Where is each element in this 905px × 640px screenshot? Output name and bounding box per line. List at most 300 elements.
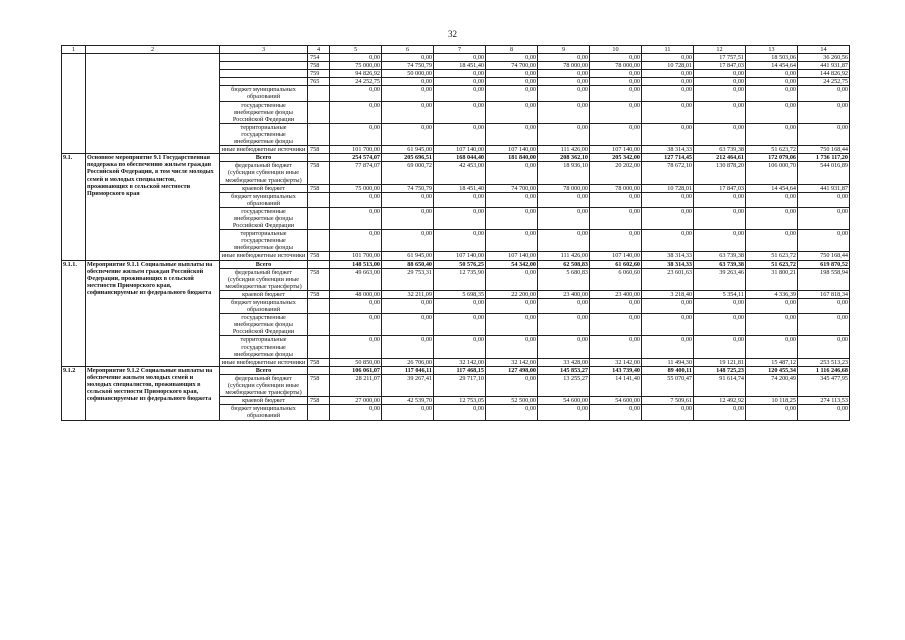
amount-cell: 0,00 xyxy=(330,405,382,420)
amount-cell: 0,00 xyxy=(746,314,798,336)
amount-cell: 12 753,05 xyxy=(434,397,486,405)
amount-cell: 24 252,75 xyxy=(330,78,382,86)
amount-cell: 0,00 xyxy=(590,86,642,101)
amount-cell: 13 255,27 xyxy=(538,374,590,396)
amount-cell: 0,00 xyxy=(382,299,434,314)
budget-code xyxy=(308,405,330,420)
column-number-header: 1 xyxy=(62,46,86,54)
measure-number: 9.1. xyxy=(62,154,86,260)
amount-cell: 32 211,09 xyxy=(382,290,434,298)
amount-cell: 107 140,00 xyxy=(590,146,642,154)
amount-cell: 0,00 xyxy=(642,78,694,86)
amount-cell: 18 451,40 xyxy=(434,62,486,70)
amount-cell: 38 314,33 xyxy=(642,260,694,268)
amount-cell: 0,00 xyxy=(434,78,486,86)
funding-source xyxy=(220,54,308,62)
amount-cell: 31 800,21 xyxy=(746,268,798,290)
amount-cell: 36 260,56 xyxy=(798,54,850,62)
amount-cell: 78 000,00 xyxy=(590,184,642,192)
amount-cell: 0,00 xyxy=(434,230,486,252)
amount-cell: 0,00 xyxy=(486,230,538,252)
amount-cell: 0,00 xyxy=(798,405,850,420)
amount-cell: 5 698,35 xyxy=(434,290,486,298)
amount-cell: 254 574,07 xyxy=(330,154,382,162)
amount-cell: 38 314,33 xyxy=(642,146,694,154)
funding-source: краевой бюджет xyxy=(220,397,308,405)
amount-cell: 19 121,81 xyxy=(694,358,746,366)
amount-cell: 107 140,00 xyxy=(434,146,486,154)
amount-cell: 32 142,00 xyxy=(486,358,538,366)
funding-source: краевой бюджет xyxy=(220,184,308,192)
amount-cell: 0,00 xyxy=(538,101,590,123)
amount-cell: 0,00 xyxy=(590,314,642,336)
funding-source: территориальные государственные внебюджетные фонды xyxy=(220,123,308,145)
amount-cell: 0,00 xyxy=(798,123,850,145)
amount-cell: 0,00 xyxy=(590,299,642,314)
column-number-header: 7 xyxy=(434,46,486,54)
amount-cell: 0,00 xyxy=(382,314,434,336)
amount-cell: 75 000,00 xyxy=(330,62,382,70)
funding-source: Всего xyxy=(220,366,308,374)
amount-cell: 0,00 xyxy=(746,123,798,145)
funding-source: иные внебюджетные источники xyxy=(220,252,308,260)
amount-cell: 0,00 xyxy=(382,54,434,62)
amount-cell: 145 853,27 xyxy=(538,366,590,374)
amount-cell: 181 840,00 xyxy=(486,154,538,162)
amount-cell: 205 696,51 xyxy=(382,154,434,162)
funding-source: краевой бюджет xyxy=(220,290,308,298)
amount-cell: 441 931,87 xyxy=(798,184,850,192)
amount-cell: 0,00 xyxy=(486,374,538,396)
amount-cell: 0,00 xyxy=(590,123,642,145)
amount-cell: 4 336,39 xyxy=(746,290,798,298)
amount-cell: 50 576,25 xyxy=(434,260,486,268)
amount-cell: 167 818,34 xyxy=(798,290,850,298)
amount-cell: 1 736 117,20 xyxy=(798,154,850,162)
amount-cell: 55 070,47 xyxy=(642,374,694,396)
budget-code xyxy=(308,192,330,207)
amount-cell: 0,00 xyxy=(746,405,798,420)
budget-code xyxy=(308,123,330,145)
column-number-header: 5 xyxy=(330,46,382,54)
amount-cell: 89 400,11 xyxy=(642,366,694,374)
amount-cell: 62 508,83 xyxy=(538,260,590,268)
amount-cell: 0,00 xyxy=(746,336,798,358)
amount-cell: 117 046,11 xyxy=(382,366,434,374)
amount-cell: 0,00 xyxy=(694,230,746,252)
amount-cell: 0,00 xyxy=(694,101,746,123)
amount-cell: 74 200,49 xyxy=(746,374,798,396)
amount-cell: 101 700,00 xyxy=(330,252,382,260)
amount-cell: 77 874,07 xyxy=(330,162,382,184)
amount-cell: 17 847,03 xyxy=(694,62,746,70)
amount-cell: 0,00 xyxy=(798,314,850,336)
amount-cell: 0,00 xyxy=(486,207,538,229)
column-number-header: 8 xyxy=(486,46,538,54)
amount-cell: 0,00 xyxy=(538,314,590,336)
funding-source: государственные внебюджетные фонды Российской Федерации xyxy=(220,314,308,336)
amount-cell: 5 680,83 xyxy=(538,268,590,290)
amount-cell: 0,00 xyxy=(694,299,746,314)
measure-number: 9.1.2 xyxy=(62,366,86,420)
amount-cell: 0,00 xyxy=(486,123,538,145)
funding-source: государственные внебюджетные фонды Российской Федерации xyxy=(220,101,308,123)
column-number-header: 3 xyxy=(220,46,308,54)
column-number-header: 9 xyxy=(538,46,590,54)
amount-cell: 0,00 xyxy=(642,405,694,420)
amount-cell: 0,00 xyxy=(694,207,746,229)
amount-cell: 63 739,38 xyxy=(694,146,746,154)
measure-name: Основное мероприятие 9.1 Государственная поддержка по обеспечению жильем граждан Российской Федерации, в том числе молодых семей и молодых специалистов, проживающих в сельской местности Приморского края xyxy=(86,154,220,260)
amount-cell: 0,00 xyxy=(798,207,850,229)
amount-cell: 63 739,38 xyxy=(694,252,746,260)
amount-cell: 27 000,00 xyxy=(330,397,382,405)
amount-cell: 18 451,40 xyxy=(434,184,486,192)
amount-cell: 0,00 xyxy=(694,192,746,207)
amount-cell: 52 500,00 xyxy=(486,397,538,405)
amount-cell: 28 211,07 xyxy=(330,374,382,396)
amount-cell: 69 000,72 xyxy=(382,162,434,184)
amount-cell: 0,00 xyxy=(382,405,434,420)
amount-cell: 10 728,01 xyxy=(642,184,694,192)
amount-cell: 78 000,00 xyxy=(538,62,590,70)
amount-cell: 23 400,00 xyxy=(590,290,642,298)
amount-cell: 0,00 xyxy=(746,230,798,252)
funding-source: бюджет муниципальных образований xyxy=(220,299,308,314)
amount-cell: 29 753,31 xyxy=(382,268,434,290)
budget-table xyxy=(61,45,850,421)
amount-cell: 6 060,60 xyxy=(590,268,642,290)
amount-cell: 0,00 xyxy=(590,207,642,229)
funding-source: бюджет муниципальных образований xyxy=(220,192,308,207)
amount-cell: 48 000,00 xyxy=(330,290,382,298)
amount-cell: 18 936,10 xyxy=(538,162,590,184)
amount-cell: 61 945,00 xyxy=(382,252,434,260)
amount-cell: 0,00 xyxy=(538,78,590,86)
amount-cell: 0,00 xyxy=(538,54,590,62)
amount-cell: 0,00 xyxy=(798,101,850,123)
budget-code xyxy=(308,260,330,268)
funding-source: иные внебюджетные источники xyxy=(220,358,308,366)
amount-cell: 10 118,25 xyxy=(746,397,798,405)
amount-cell: 0,00 xyxy=(330,192,382,207)
amount-cell: 0,00 xyxy=(434,54,486,62)
measure-name: Мероприятие 9.1.2 Социальные выплаты на обеспечение жильем молодых семей и молодых специалистов, проживающих в сельской местности Приморского края, софинансируемые из федерального бюджета xyxy=(86,366,220,420)
funding-source xyxy=(220,70,308,78)
amount-cell: 74 700,00 xyxy=(486,62,538,70)
amount-cell: 0,00 xyxy=(434,86,486,101)
amount-cell: 172 079,06 xyxy=(746,154,798,162)
amount-cell: 78 000,00 xyxy=(538,184,590,192)
budget-code: 758 xyxy=(308,268,330,290)
amount-cell: 12 492,92 xyxy=(694,397,746,405)
budget-code: 758 xyxy=(308,252,330,260)
amount-cell: 0,00 xyxy=(382,123,434,145)
budget-code xyxy=(308,86,330,101)
amount-cell: 127 714,45 xyxy=(642,154,694,162)
amount-cell: 94 826,92 xyxy=(330,70,382,78)
budget-code: 758 xyxy=(308,397,330,405)
amount-cell: 0,00 xyxy=(538,207,590,229)
funding-source xyxy=(220,62,308,70)
measure-number: 9.1.1. xyxy=(62,260,86,366)
column-number-header: 4 xyxy=(308,46,330,54)
amount-cell: 61 602,60 xyxy=(590,260,642,268)
amount-cell: 0,00 xyxy=(434,192,486,207)
amount-cell: 63 739,38 xyxy=(694,260,746,268)
amount-cell: 0,00 xyxy=(434,123,486,145)
funding-source: бюджет муниципальных образований xyxy=(220,405,308,420)
funding-source: федеральный бюджет (субсидии субвенции иные межбюджетные трансферты) xyxy=(220,162,308,184)
amount-cell: 101 700,00 xyxy=(330,146,382,154)
budget-code xyxy=(308,336,330,358)
amount-cell: 0,00 xyxy=(590,78,642,86)
amount-cell: 0,00 xyxy=(694,123,746,145)
amount-cell: 33 428,00 xyxy=(538,358,590,366)
amount-cell: 0,00 xyxy=(538,336,590,358)
column-number-header: 11 xyxy=(642,46,694,54)
budget-code: 759 xyxy=(308,70,330,78)
amount-cell: 0,00 xyxy=(382,230,434,252)
amount-cell: 12 735,90 xyxy=(434,268,486,290)
amount-cell: 42 453,00 xyxy=(434,162,486,184)
amount-cell: 61 945,00 xyxy=(382,146,434,154)
amount-cell: 205 342,00 xyxy=(590,154,642,162)
column-number-header: 10 xyxy=(590,46,642,54)
amount-cell: 0,00 xyxy=(746,192,798,207)
amount-cell: 750 168,44 xyxy=(798,146,850,154)
amount-cell: 274 113,53 xyxy=(798,397,850,405)
funding-source: Всего xyxy=(220,154,308,162)
amount-cell: 0,00 xyxy=(434,405,486,420)
amount-cell: 32 142,00 xyxy=(590,358,642,366)
budget-code: 758 xyxy=(308,358,330,366)
funding-source: бюджет муниципальных образований xyxy=(220,86,308,101)
measure-number xyxy=(62,54,86,154)
amount-cell: 0,00 xyxy=(486,299,538,314)
amount-cell: 0,00 xyxy=(330,101,382,123)
budget-code: 758 xyxy=(308,62,330,70)
amount-cell: 74 750,79 xyxy=(382,184,434,192)
measure-name xyxy=(86,54,220,154)
total-row xyxy=(62,260,850,268)
amount-cell: 0,00 xyxy=(538,70,590,78)
amount-cell: 0,00 xyxy=(694,314,746,336)
amount-cell: 75 000,00 xyxy=(330,184,382,192)
amount-cell: 0,00 xyxy=(642,86,694,101)
amount-cell: 50 850,00 xyxy=(330,358,382,366)
amount-cell: 0,00 xyxy=(642,336,694,358)
page-number: 32 xyxy=(448,29,457,39)
amount-cell: 51 623,72 xyxy=(746,260,798,268)
amount-cell: 23 601,63 xyxy=(642,268,694,290)
amount-cell: 39 263,46 xyxy=(694,268,746,290)
amount-cell: 0,00 xyxy=(382,336,434,358)
amount-cell: 24 252,75 xyxy=(798,78,850,86)
amount-cell: 0,00 xyxy=(590,54,642,62)
amount-cell: 441 931,87 xyxy=(798,62,850,70)
amount-cell: 0,00 xyxy=(382,192,434,207)
amount-cell: 148 725,23 xyxy=(694,366,746,374)
amount-cell: 14 454,64 xyxy=(746,184,798,192)
amount-cell: 0,00 xyxy=(642,70,694,78)
amount-cell: 0,00 xyxy=(330,299,382,314)
amount-cell: 74 700,00 xyxy=(486,184,538,192)
amount-cell: 0,00 xyxy=(694,70,746,78)
amount-cell: 0,00 xyxy=(694,86,746,101)
amount-cell: 0,00 xyxy=(382,207,434,229)
column-number-header: 2 xyxy=(86,46,220,54)
amount-cell: 0,00 xyxy=(330,54,382,62)
amount-cell: 91 614,74 xyxy=(694,374,746,396)
amount-cell: 212 464,61 xyxy=(694,154,746,162)
budget-code: 758 xyxy=(308,290,330,298)
amount-cell: 20 202,00 xyxy=(590,162,642,184)
amount-cell: 107 140,00 xyxy=(590,252,642,260)
amount-cell: 7 509,61 xyxy=(642,397,694,405)
column-number-header: 12 xyxy=(694,46,746,54)
budget-code: 765 xyxy=(308,78,330,86)
budget-code xyxy=(308,101,330,123)
amount-cell: 29 717,10 xyxy=(434,374,486,396)
amount-cell: 0,00 xyxy=(798,299,850,314)
amount-cell: 22 200,00 xyxy=(486,290,538,298)
amount-cell: 198 558,94 xyxy=(798,268,850,290)
amount-cell: 32 142,00 xyxy=(434,358,486,366)
amount-cell: 50 000,00 xyxy=(382,70,434,78)
amount-cell: 0,00 xyxy=(434,336,486,358)
amount-cell: 0,00 xyxy=(486,54,538,62)
amount-cell: 0,00 xyxy=(486,101,538,123)
amount-cell: 54 342,00 xyxy=(486,260,538,268)
amount-cell: 1 116 246,68 xyxy=(798,366,850,374)
amount-cell: 111 426,00 xyxy=(538,146,590,154)
amount-cell: 0,00 xyxy=(746,70,798,78)
amount-cell: 0,00 xyxy=(642,230,694,252)
budget-code xyxy=(308,154,330,162)
amount-cell: 0,00 xyxy=(434,207,486,229)
amount-cell: 78 672,10 xyxy=(642,162,694,184)
amount-cell: 0,00 xyxy=(486,314,538,336)
amount-cell: 0,00 xyxy=(486,192,538,207)
amount-cell: 0,00 xyxy=(538,405,590,420)
amount-cell: 0,00 xyxy=(486,86,538,101)
amount-cell: 0,00 xyxy=(746,86,798,101)
amount-cell: 0,00 xyxy=(642,314,694,336)
amount-cell: 0,00 xyxy=(642,123,694,145)
amount-cell: 15 487,12 xyxy=(746,358,798,366)
amount-cell: 117 468,15 xyxy=(434,366,486,374)
amount-cell: 0,00 xyxy=(538,192,590,207)
amount-cell: 0,00 xyxy=(746,101,798,123)
amount-cell: 0,00 xyxy=(590,192,642,207)
amount-cell: 0,00 xyxy=(382,78,434,86)
amount-cell: 78 000,00 xyxy=(590,62,642,70)
amount-cell: 0,00 xyxy=(538,299,590,314)
amount-cell: 130 878,20 xyxy=(694,162,746,184)
amount-cell: 143 739,40 xyxy=(590,366,642,374)
budget-code xyxy=(308,299,330,314)
amount-cell: 10 728,01 xyxy=(642,62,694,70)
budget-code xyxy=(308,366,330,374)
amount-cell: 39 267,41 xyxy=(382,374,434,396)
amount-cell: 107 140,00 xyxy=(434,252,486,260)
amount-cell: 0,00 xyxy=(798,192,850,207)
amount-cell: 0,00 xyxy=(694,405,746,420)
amount-cell: 5 354,11 xyxy=(694,290,746,298)
amount-cell: 0,00 xyxy=(330,230,382,252)
amount-cell: 0,00 xyxy=(486,405,538,420)
budget-code xyxy=(308,314,330,336)
amount-cell: 120 455,34 xyxy=(746,366,798,374)
amount-cell: 0,00 xyxy=(330,314,382,336)
amount-cell: 253 513,23 xyxy=(798,358,850,366)
amount-cell: 0,00 xyxy=(642,54,694,62)
amount-cell: 107 140,00 xyxy=(486,146,538,154)
amount-cell: 0,00 xyxy=(486,336,538,358)
amount-cell: 88 650,40 xyxy=(382,260,434,268)
amount-cell: 0,00 xyxy=(330,123,382,145)
column-number-header: 6 xyxy=(382,46,434,54)
amount-cell: 0,00 xyxy=(434,314,486,336)
amount-cell: 14 454,64 xyxy=(746,62,798,70)
amount-cell: 0,00 xyxy=(590,101,642,123)
amount-cell: 0,00 xyxy=(798,336,850,358)
amount-cell: 0,00 xyxy=(382,86,434,101)
amount-cell: 54 600,00 xyxy=(590,397,642,405)
budget-code: 758 xyxy=(308,146,330,154)
amount-cell: 0,00 xyxy=(486,268,538,290)
amount-cell: 0,00 xyxy=(798,86,850,101)
total-row xyxy=(62,366,850,374)
funding-source xyxy=(220,78,308,86)
amount-cell: 106 061,07 xyxy=(330,366,382,374)
amount-cell: 208 362,10 xyxy=(538,154,590,162)
funding-source: территориальные государственные внебюджетные фонды xyxy=(220,230,308,252)
amount-cell: 51 623,72 xyxy=(746,252,798,260)
amount-cell: 0,00 xyxy=(590,405,642,420)
budget-code xyxy=(308,207,330,229)
amount-cell: 49 663,00 xyxy=(330,268,382,290)
total-row xyxy=(62,154,850,162)
amount-cell: 0,00 xyxy=(538,230,590,252)
funding-source: государственные внебюджетные фонды Российской Федерации xyxy=(220,207,308,229)
amount-cell: 26 706,00 xyxy=(382,358,434,366)
budget-code: 758 xyxy=(308,184,330,192)
funding-source: Всего xyxy=(220,260,308,268)
amount-cell: 74 750,79 xyxy=(382,62,434,70)
amount-cell: 0,00 xyxy=(642,101,694,123)
amount-cell: 11 494,30 xyxy=(642,358,694,366)
amount-cell: 0,00 xyxy=(746,299,798,314)
amount-cell: 51 623,72 xyxy=(746,146,798,154)
amount-cell: 0,00 xyxy=(642,299,694,314)
amount-cell: 3 218,40 xyxy=(642,290,694,298)
budget-code: 758 xyxy=(308,374,330,396)
amount-cell: 0,00 xyxy=(330,336,382,358)
amount-cell: 0,00 xyxy=(382,101,434,123)
amount-cell: 144 826,92 xyxy=(798,70,850,78)
amount-cell: 54 600,00 xyxy=(538,397,590,405)
amount-cell: 0,00 xyxy=(590,336,642,358)
amount-cell: 0,00 xyxy=(694,336,746,358)
amount-cell: 0,00 xyxy=(590,230,642,252)
amount-cell: 0,00 xyxy=(538,123,590,145)
funding-source: федеральный бюджет (субсидии субвенции иные межбюджетные трансферты) xyxy=(220,268,308,290)
funding-source: федеральный бюджет (субсидии субвенции иные межбюджетные трансферты) xyxy=(220,374,308,396)
budget-code: 754 xyxy=(308,54,330,62)
amount-cell: 106 000,70 xyxy=(746,162,798,184)
